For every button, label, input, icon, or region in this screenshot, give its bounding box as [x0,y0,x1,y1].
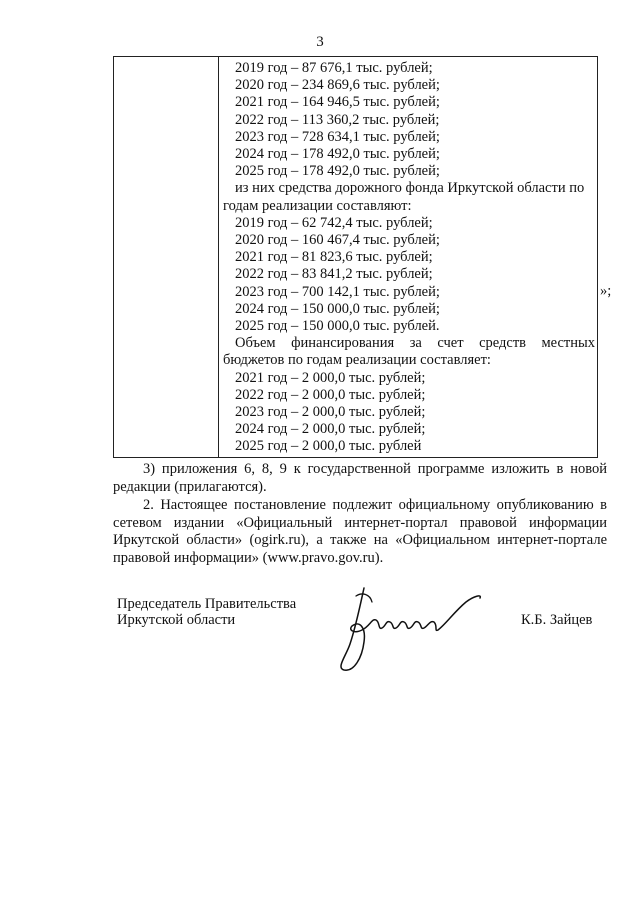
paragraph-publication: 2. Настоящее постановление подлежит официальному опубликованию в сетевом издании «Официальный интернет-портал правовой информации Иркутской области» (ogirk.ru), а также на «Официальном интернет-портале правовой информации» (www.pravo.gov.ru). [113,497,607,566]
road-fund-line: 2020 год – 160 467,4 тыс. рублей; [235,232,440,249]
funding-cell [223,60,595,456]
funding-line: 2021 год – 164 946,5 тыс. рублей; [235,94,440,111]
local-budget-line: 2021 год – 2 000,0 тыс. рублей; [235,369,426,386]
local-budget-heading: Объем финансирования за счет средств местных [235,335,595,352]
road-fund-line: 2025 год – 150 000,0 тыс. рублей. [235,318,440,335]
local-budget-line: 2022 год – 2 000,0 тыс. рублей; [235,386,426,403]
road-fund-heading: из них средства дорожного фонда Иркутской области по [235,180,585,197]
funding-line: 2020 год – 234 869,6 тыс. рублей; [235,77,440,94]
road-fund-line: 2024 год – 150 000,0 тыс. рублей; [235,300,440,317]
local-budget-heading-cont: бюджетов по годам реализации составляет: [223,352,491,369]
local-budget-line: 2024 год – 2 000,0 тыс. рублей; [235,421,426,438]
road-fund-heading-cont: годам реализации составляют: [223,197,412,214]
funding-line: 2024 год – 178 492,0 тыс. рублей; [235,146,440,163]
page-number: 3 [316,34,324,50]
program-table [113,56,598,458]
signer-title-line: Председатель Правительства [117,596,297,612]
road-fund-line: 2022 год – 83 841,2 тыс. рублей; [235,266,433,283]
paragraph-appendices: 3) приложения 6, 8, 9 к государственной программе изложить в новой редакции (прилагаются). [113,461,607,495]
handwritten-signature [326,582,486,674]
funding-line: 2025 год – 178 492,0 тыс. рублей; [235,163,440,180]
road-fund-line: 2023 год – 700 142,1 тыс. рублей; [235,283,440,300]
table-closing-quote: »; [600,283,612,299]
funding-line: 2022 год – 113 360,2 тыс. рублей; [235,111,440,128]
local-budget-line: 2025 год – 2 000,0 тыс. рублей [235,438,422,455]
funding-line: 2019 год – 87 676,1 тыс. рублей; [235,60,433,76]
signer-name: К.Б. Зайцев [521,612,593,628]
funding-line: 2023 год – 728 634,1 тыс. рублей; [235,128,440,145]
road-fund-line: 2019 год – 62 742,4 тыс. рублей; [235,214,433,231]
road-fund-line: 2021 год – 81 823,6 тыс. рублей; [235,249,433,266]
table-column-divider [218,57,219,457]
signer-title [117,596,296,628]
signer-title-line: Иркутской области [117,612,236,628]
local-budget-line: 2023 год – 2 000,0 тыс. рублей; [235,404,426,421]
